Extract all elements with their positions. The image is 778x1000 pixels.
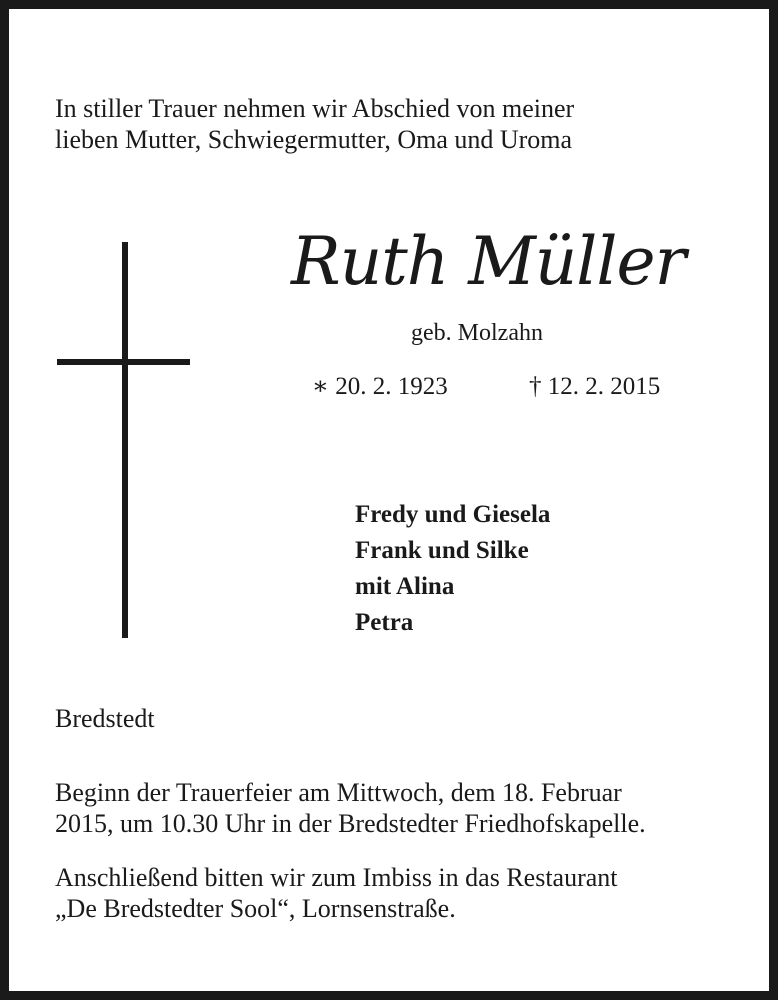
place-name: Bredstedt: [55, 704, 155, 733]
ceremony-text: [55, 777, 741, 839]
cross-vertical-bar: [122, 242, 128, 638]
intro-line-1: In stiller Trauer nehmen wir Abschied von meiner: [55, 94, 575, 123]
reception-text: [55, 862, 741, 924]
mourners-list: [355, 497, 550, 641]
deceased-name: Ruth Müller: [291, 223, 686, 300]
intro-text: [55, 93, 741, 155]
reception-line-2: „De Bredstedter Sool“, Lornsenstraße.: [55, 894, 456, 923]
death-date: † 12. 2. 2015: [529, 373, 661, 400]
maiden-name: geb. Molzahn: [411, 320, 543, 346]
ceremony-line-2: 2015, um 10.30 Uhr in der Bredstedter Friedhofskapelle.: [55, 809, 646, 838]
mourner-item: Petra: [355, 609, 414, 636]
mourner-item: mit Alina: [355, 573, 455, 600]
mourner-item: Frank und Silke: [355, 537, 529, 564]
cross-horizontal-bar: [57, 359, 190, 365]
reception-line-1: Anschließend bitten wir zum Imbiss in das Restaurant: [55, 863, 618, 892]
birth-date: ∗ 20. 2. 1923: [312, 373, 448, 400]
mourner-item: Fredy und Giesela: [355, 501, 551, 528]
ceremony-line-1: Beginn der Trauerfeier am Mittwoch, dem 18. Februar: [55, 778, 622, 807]
intro-line-2: lieben Mutter, Schwiegermutter, Oma und Uroma: [55, 125, 573, 154]
